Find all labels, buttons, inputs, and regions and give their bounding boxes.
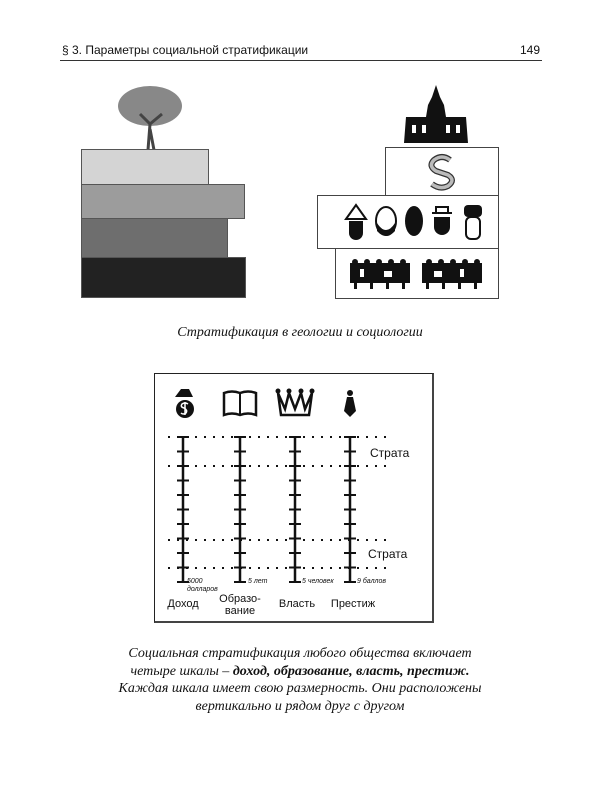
strata-label-lower: Страта <box>368 547 408 561</box>
tree-icon <box>110 84 190 150</box>
middle-class-box <box>317 195 499 249</box>
description-bold-terms: доход, образование, власть, престиж. <box>232 663 470 679</box>
description-text: четыре шкалы – <box>130 663 233 679</box>
stratum-layer-1 <box>81 149 209 185</box>
dollar-sign-icon <box>422 152 462 192</box>
scale-label-prestige: Престиж <box>330 598 376 610</box>
crown-icon <box>276 389 315 416</box>
unit-power: 5 человек <box>302 578 334 585</box>
figure-description <box>0 645 600 715</box>
palace-icon <box>400 83 472 147</box>
unit-prestige: 9 баллов <box>357 578 387 585</box>
tie-icon <box>344 390 356 417</box>
book-icon <box>224 392 256 416</box>
unit-income: 5000 долларов <box>187 578 218 593</box>
stratum-layer-4 <box>81 257 246 298</box>
scale-label-income: Доход <box>167 598 199 610</box>
stratum-layer-3 <box>81 218 228 258</box>
strata-label-upper: Страта <box>370 446 410 460</box>
page-number: 149 <box>520 43 541 57</box>
unit-education: 5 лет <box>248 578 268 585</box>
figure-caption: Стратификация в геологии и социологии <box>177 325 423 340</box>
description-line-3: Каждая шкала имеет свою размерность. Они расположены <box>118 681 482 696</box>
scale-label-education: Образо-вание <box>219 593 261 617</box>
description-line-1: Социальная стратификация любого общества включает <box>128 646 472 661</box>
scale-label-power: Власть <box>278 598 316 610</box>
money-bag-icon <box>175 389 194 418</box>
hats-heads-icon <box>344 203 494 243</box>
stratum-layer-2 <box>81 184 245 219</box>
lower-class-box <box>335 248 499 299</box>
header-rule <box>60 60 542 61</box>
description-line-4: вертикально и рядом друг с другом <box>195 698 405 714</box>
workers-crowd-icon <box>350 259 490 289</box>
description-line-2 <box>0 663 600 681</box>
running-header-title: § 3. Параметры социальной стратификации <box>62 43 309 57</box>
upper-class-box <box>385 147 499 196</box>
